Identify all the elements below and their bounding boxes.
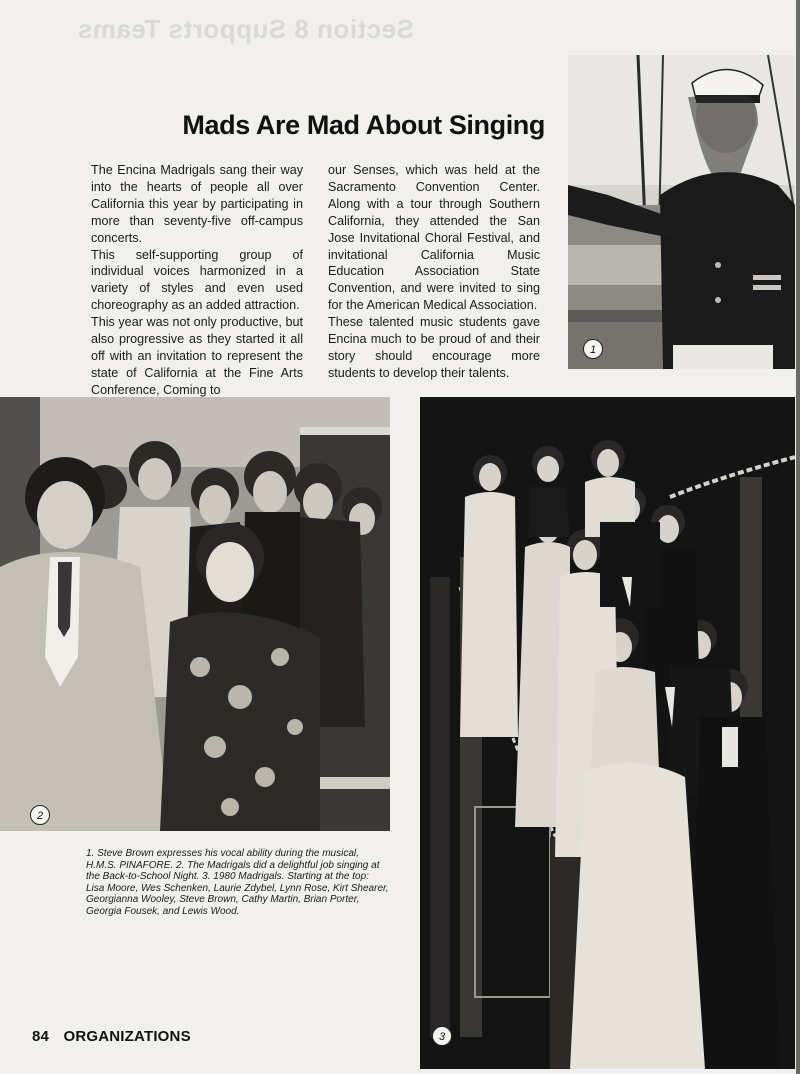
body-paragraph: These talented music students gave Encina much to be proud of and their story should encourage more students to develop their talents. <box>328 315 540 380</box>
photo-number-3: 3 <box>432 1026 452 1046</box>
page-headline: Mads Are Mad About Singing <box>182 110 545 140</box>
binding-edge <box>796 0 800 1074</box>
body-column-left <box>91 162 303 399</box>
body-paragraph: This year was not only productive, but also progressive as they started it all off with an invitation to represent the state of California at the Fine Arts Conference, Coming to <box>91 315 303 397</box>
page-footer <box>32 1028 191 1045</box>
photo-caption: 1. Steve Brown expresses his vocal ability during the musical, H.M.S. PINAFORE. 2. The Madrigals did a delightful job singing at the Back-to-School Night. 3. 1980 Madrigals. Starting at the top: Lisa Moore, Wes Schenken, Laurie Zdybel, Lynn Rose, Kirt Shearer, Georgianna Wooley, Steve Brown, Cathy Martin, Brian Porter, Georgia Fousek, and Lewis Wood. <box>86 848 389 917</box>
body-paragraph: The Encina Madrigals sang their way into the hearts of people all over California this year by participating in more than seventy-five off-campus concerts. <box>91 163 303 245</box>
photo-number-2: 2 <box>30 805 50 825</box>
photo-2-image <box>0 397 390 831</box>
photo-steve-brown <box>568 55 795 369</box>
photo-1-image <box>568 55 795 369</box>
section-name: ORGANIZATIONS <box>63 1028 191 1045</box>
body-column-right <box>328 162 540 382</box>
photo-number-1: 1 <box>583 339 603 359</box>
photo-1980-madrigals <box>420 397 795 1069</box>
photo-3-image <box>420 397 795 1069</box>
body-paragraph: our Senses, which was held at the Sacramento Convention Center. Along with a tour through Southern California, they attended the San Jose Invitational Choral Festival, and invitational California Music Education Association State Convention, and were invited to sing for the American Medical Association. <box>328 163 540 313</box>
page-number: 84 <box>32 1028 50 1045</box>
bleed-through-heading: Section 8 Supports Teams <box>77 14 414 44</box>
body-paragraph: This self-supporting group of individual voices harmonized in a variety of styles and even used choreography as an added attraction. <box>91 247 303 313</box>
photo-back-to-school <box>0 397 390 831</box>
